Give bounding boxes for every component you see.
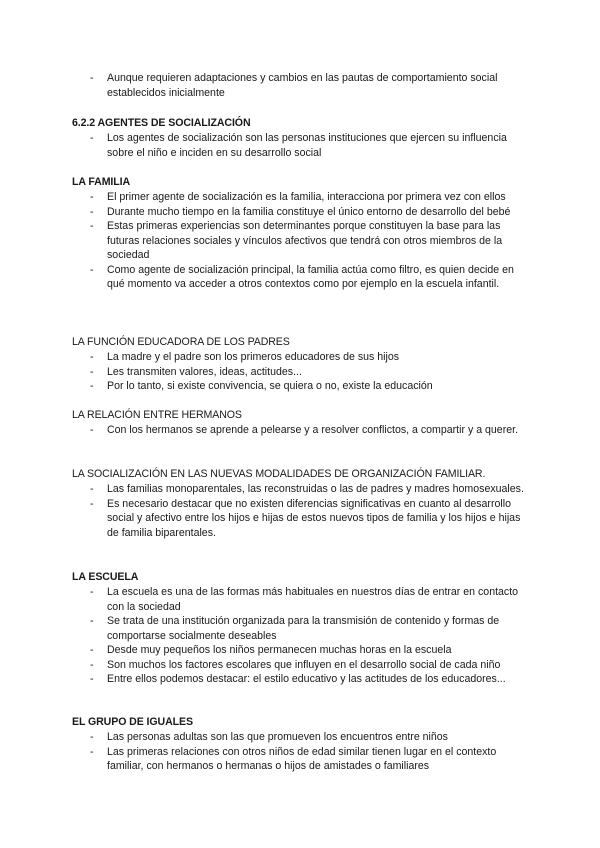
list-item: - Es necesario destacar que no existen diferencias significativas en cuanto al desarrollo social y afectivo entre los hijos e hijas de estos nuevos tipos de familia y los hijos e hijas de familia biparentales. [90, 497, 521, 539]
bullet-dash: - [90, 586, 94, 598]
bullet-dash: - [90, 644, 94, 656]
section-heading-funcion-educadora: LA FUNCIÓN EDUCADORA DE LOS PADRES [72, 336, 290, 348]
section-heading-nuevas-modalidades: LA SOCIALIZACIÓN EN LAS NUEVAS MODALIDADES DE ORGANIZACIÓN FAMILIAR. [72, 468, 486, 480]
list-item: - Por lo tanto, si existe convivencia, se quiera o no, existe la educación [90, 380, 433, 392]
list-item: - Las familias monoparentales, las reconstruidas o las de padres y madres homosexuales. [90, 483, 524, 495]
bullet-dash: - [90, 380, 94, 392]
bullet-dash: - [90, 205, 94, 218]
bullet-list [0, 131, 600, 160]
list-item: - Durante mucho tiempo en la familia constituye el único entorno de desarrollo del bebé [90, 205, 511, 218]
bullet-dash: - [90, 351, 94, 363]
section-escuela [0, 585, 600, 687]
bullet-dash: - [90, 731, 94, 743]
section-heading-grupo-iguales: EL GRUPO DE IGUALES [72, 716, 193, 728]
list-item: - La escuela es una de las formas más habituales en nuestros días de entrar en contacto con la sociedad [90, 586, 519, 613]
bullet-dash: - [90, 220, 94, 232]
list-item: - Entre ellos podemos destacar: el estilo educativo y las actitudes de los educadores... [90, 673, 506, 685]
section-agentes [0, 131, 600, 160]
list-item: - Son muchos los factores escolares que influyen en el desarrollo social de cada niño [90, 658, 501, 671]
bullet-dash: - [90, 263, 94, 276]
bullet-list [0, 190, 600, 292]
list-item: - Se trata de una institución organizada para la transmisión de contenido y formas de comportarse socialmente deseables [90, 615, 500, 642]
bullet-list [0, 482, 600, 540]
bullet-list [0, 585, 600, 687]
bullet-dash: - [90, 72, 94, 84]
bullet-dash: - [90, 132, 94, 144]
bullet-dash: - [90, 673, 94, 685]
list-item: - Como agente de socialización principal, la familia actúa como filtro, es quien decide en qué momento va acceder a otros contextos como por ejemplo en la escuela infantil. [90, 263, 514, 290]
list-item: - Desde muy pequeños los niños permanecen muchas horas en la escuela [90, 644, 452, 656]
bullet-dash: - [90, 365, 94, 378]
list-item: - Con los hermanos se aprende a pelearse y a resolver conflictos, a compartir y a querer. [90, 424, 519, 436]
bullet-dash: - [90, 497, 94, 510]
bullet-dash: - [90, 658, 94, 671]
bullet-list [0, 730, 600, 774]
bullet-list [0, 71, 600, 100]
list-item: - Las personas adultas son las que promueven los encuentros entre niños [90, 731, 448, 743]
section-nuevas-modalidades [0, 482, 600, 540]
list-item: - Les transmiten valores, ideas, actitudes... [90, 365, 302, 378]
list-item: - Estas primeras experiencias son determinantes porque constituyen la base para las futuras relaciones sociales y vínculos afectivos que tendrá con otros miembros de la sociedad [90, 220, 503, 261]
bullet-dash: - [90, 424, 94, 436]
section-hermanos [0, 423, 600, 438]
list-item: - Aunque requieren adaptaciones y cambios en las pautas de comportamiento social establecidos inicialmente [90, 72, 498, 99]
bullet-dash: - [90, 615, 94, 627]
section-heading-familia: LA FAMILIA [72, 176, 131, 188]
bullet-dash: - [90, 483, 94, 495]
section-heading-hermanos: LA RELACIÓN ENTRE HERMANOS [72, 409, 242, 421]
list-item: - Los agentes de socialización son las personas instituciones que ejercen su influencia sobre el niño e inciden en su desarrollo social [90, 132, 507, 159]
section-familia [0, 190, 600, 292]
list-item: - El primer agente de socialización es la familia, interacciona por primera vez con ellos [90, 191, 506, 203]
bullet-dash: - [90, 191, 94, 203]
section-heading-agentes: 6.2.2 AGENTES DE SOCIALIZACIÓN [72, 117, 251, 129]
section-continuation [0, 71, 600, 100]
section-grupo-iguales [0, 730, 600, 774]
section-heading-escuela: LA ESCUELA [72, 571, 139, 583]
section-funcion-educadora [0, 350, 600, 394]
list-item: - La madre y el padre son los primeros educadores de sus hijos [90, 351, 400, 363]
bullet-list [0, 350, 600, 394]
bullet-list [0, 423, 600, 438]
list-item: - Las primeras relaciones con otros niños de edad similar tienen lugar en el contexto familiar, con hermanos o hermanas o hijos de amistades o familiares [90, 745, 497, 772]
bullet-dash: - [90, 745, 94, 758]
